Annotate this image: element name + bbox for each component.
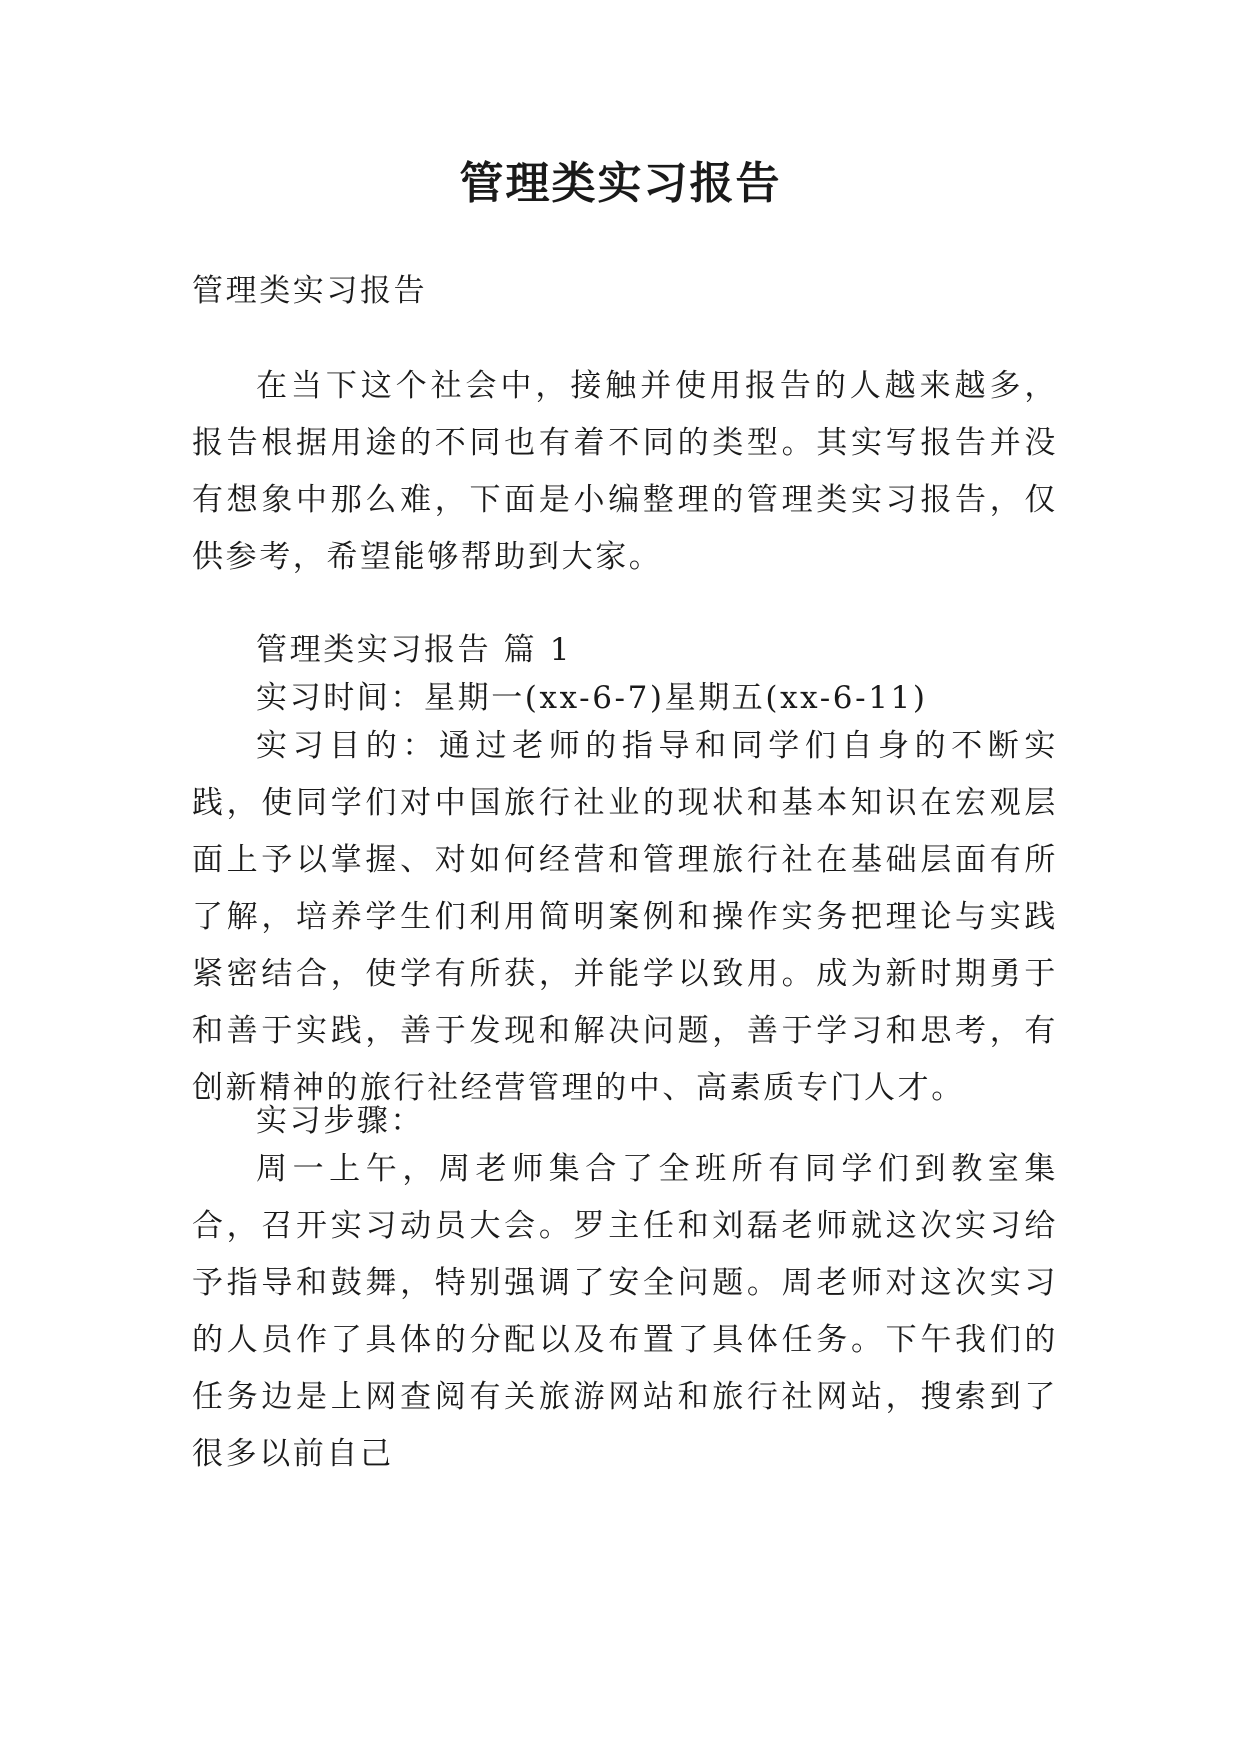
document-title: 管理类实习报告: [459, 158, 782, 209]
steps-paragraph: 周一上午，周老师集合了全班所有同学们到教室集合，召开实习动员大会。罗主任和刘磊老师就这次实习给予指导和鼓舞，特别强调了安全问题。周老师对这次实习的人员作了具体的分配以及布置了具体任务。下午我们的任务边是上网查阅有关旅游网站和旅行社网站，搜索到了很多以前自己: [192, 1151, 1058, 1472]
steps-label: 实习步骤：: [256, 1103, 424, 1139]
internship-time: 实习时间：星期一(xx-6-7)星期五(xx-6-11): [256, 680, 928, 716]
internship-purpose-paragraph: 实习目的：通过老师的指导和同学们自身的不断实践，使同学们对中国旅行社业的现状和基本知识在宏观层面上予以掌握、对如何经营和管理旅行社在基础层面有所了解，培养学生们利用简明案例和操作实务把理论与实践紧密结合，使学有所获，并能学以致用。成为新时期勇于和善于实践，善于发现和解决问题，善于学习和思考，有创新精神的旅行社经营管理的中、高素质专门人才。: [192, 728, 1058, 1106]
section-heading: 管理类实习报告 篇 1: [256, 632, 573, 668]
intro-paragraph: 在当下这个社会中，接触并使用报告的人越来越多，报告根据用途的不同也有着不同的类型。其实写报告并没有想象中那么难，下面是小编整理的管理类实习报告，仅供参考，希望能够帮助到大家。: [192, 368, 1058, 575]
document-subtitle: 管理类实习报告: [192, 273, 428, 309]
